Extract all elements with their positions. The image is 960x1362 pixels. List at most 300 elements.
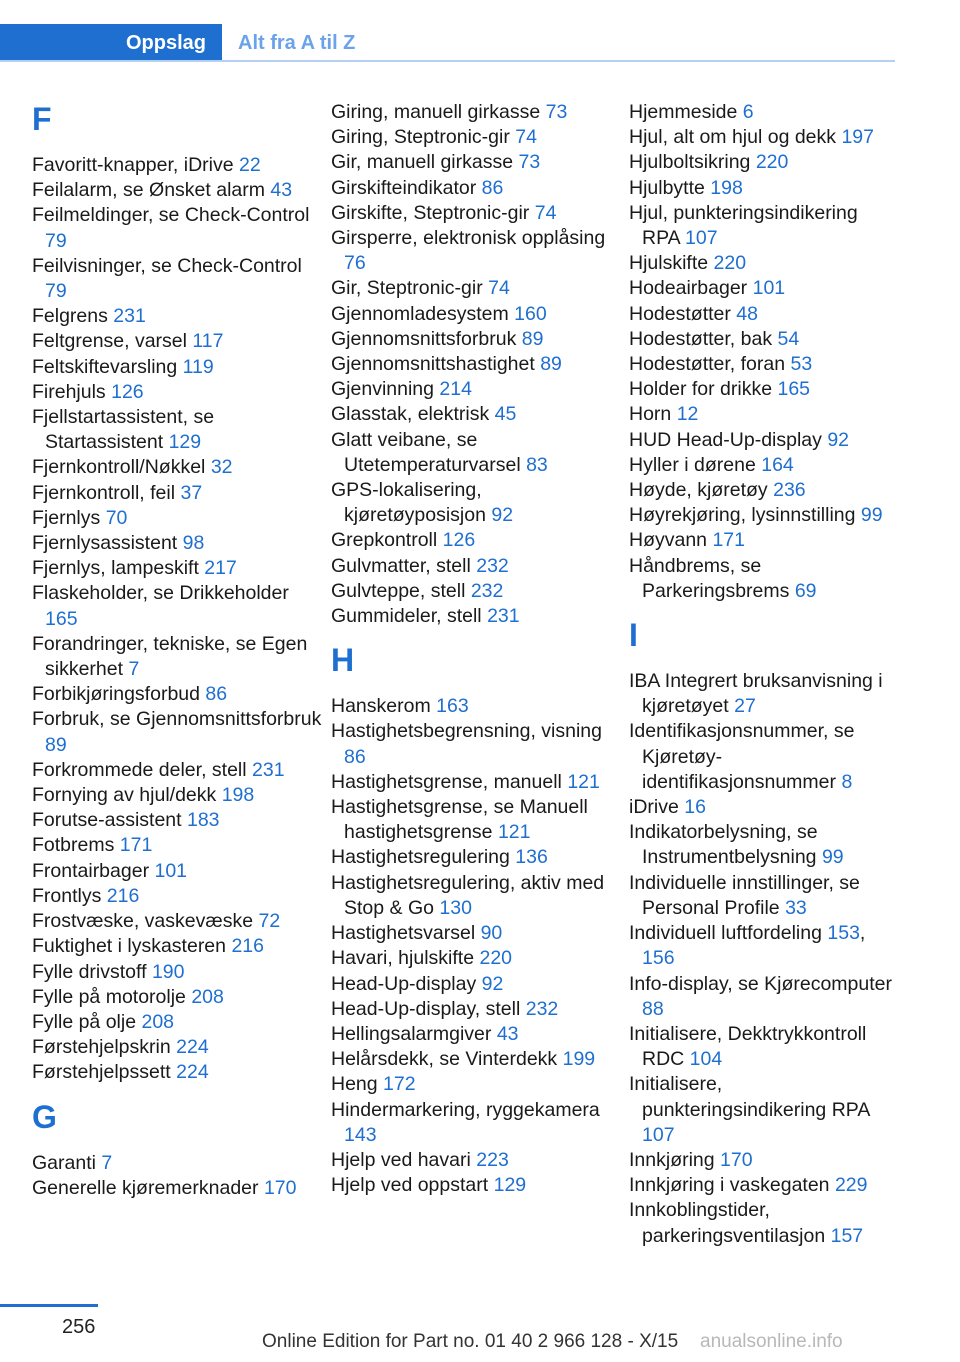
page-link[interactable]: 89 <box>540 353 562 376</box>
page-link[interactable]: 54 <box>777 327 800 350</box>
index-entry <box>629 302 899 327</box>
page-link[interactable]: 208 <box>141 1010 175 1033</box>
page-link[interactable]: 136 <box>515 846 548 869</box>
page-link[interactable]: 171 <box>119 834 153 857</box>
index-entry <box>629 972 899 1022</box>
index-entry-text: Hyller i dørene <box>629 453 756 476</box>
index-entry <box>331 972 621 997</box>
index-entry-text: Fuktighet i lyskasteren <box>32 935 227 958</box>
index-entry-text: Glatt veibane, se Utetemperaturvarsel <box>331 428 521 476</box>
index-entry <box>629 669 899 719</box>
page-link[interactable]: 117 <box>192 330 224 353</box>
page-link[interactable]: 86 <box>205 683 228 706</box>
index-entry <box>331 302 621 327</box>
index-entry <box>331 1072 621 1097</box>
index-entry <box>629 554 899 604</box>
index-entry <box>629 201 899 251</box>
index-entry <box>629 719 899 795</box>
page-link[interactable]: 33 <box>785 896 807 919</box>
page-link[interactable]: 171 <box>712 529 745 552</box>
index-entry <box>629 100 899 125</box>
index-entry-text: Garanti <box>32 1151 96 1174</box>
index-entry <box>331 176 621 201</box>
index-entry <box>629 428 899 453</box>
index-entry-text: Gjennomladesystem <box>331 302 509 325</box>
page-link[interactable]: 165 <box>777 378 811 401</box>
index-entry-text: Hodestøtter <box>629 302 731 325</box>
index-entry <box>32 380 322 405</box>
page-link[interactable]: 198 <box>710 176 743 199</box>
index-entry <box>331 402 621 427</box>
index-entry <box>629 176 899 201</box>
page-link[interactable]: 88 <box>642 997 664 1020</box>
index-entry-text: Hodestøtter, bak <box>629 327 773 350</box>
index-entry-text: Forbikjøringsforbud <box>32 683 200 706</box>
watermark: anualsonline.info <box>700 1331 843 1352</box>
index-entry <box>32 506 322 531</box>
index-entry-text: Gulvmatter, stell <box>331 554 471 577</box>
index-entry <box>629 1072 899 1148</box>
page-link[interactable]: 153 <box>827 922 860 945</box>
index-entry-text: Generelle kjøremerknader <box>32 1176 259 1199</box>
page-link[interactable]: 89 <box>521 327 544 350</box>
index-entry-text: Hjelp ved oppstart <box>331 1174 489 1197</box>
page-link[interactable]: 156 <box>642 947 675 970</box>
header-rule <box>0 60 895 62</box>
index-entry-text: Forbruk, se Gjennomsnittsforbruk <box>32 708 322 731</box>
index-entry-text: Høyrekjøring, lysinnstilling <box>629 504 856 527</box>
page-link[interactable]: 220 <box>755 151 789 174</box>
index-entry-text: Hjelp ved havari <box>331 1148 471 1171</box>
page-link[interactable]: 129 <box>168 431 202 454</box>
index-entry <box>331 1022 621 1047</box>
index-entry-text: Felgrens <box>32 305 108 328</box>
page-link[interactable]: 163 <box>436 695 469 718</box>
page-link[interactable]: 164 <box>761 453 794 476</box>
page-link[interactable]: 79 <box>45 280 67 303</box>
index-entry-text: Hodeairbager <box>629 277 748 300</box>
index-entry-text: Indikatorbelysning, se Instrumentbelysning <box>629 821 818 869</box>
page-link[interactable]: 7 <box>101 1151 113 1174</box>
index-entry <box>32 254 322 304</box>
index-entry-text: Hjulskifte <box>629 252 709 275</box>
index-entry <box>331 946 621 971</box>
index-entry-text: Høyde, kjøretøy <box>629 479 768 502</box>
index-entry <box>629 478 899 503</box>
page-link[interactable]: 119 <box>182 355 214 378</box>
index-entry-text: Favoritt-knapper, iDrive <box>32 154 234 176</box>
page-link[interactable]: 236 <box>773 479 806 502</box>
page-link[interactable]: 165 <box>45 607 78 630</box>
page-link[interactable]: 7 <box>128 658 140 681</box>
index-entry-text: Innkjøring i vaskegaten <box>629 1174 830 1197</box>
page-link[interactable]: 157 <box>830 1224 864 1247</box>
index-entry <box>32 1176 322 1201</box>
index-entry-text: Førstehjelpskrin <box>32 1036 171 1059</box>
index-entry-text: Gjennomsnittsforbruk <box>331 327 517 350</box>
index-entry <box>331 770 621 795</box>
page-link[interactable]: 223 <box>476 1148 509 1171</box>
index-entry <box>629 1198 899 1248</box>
index-entry <box>32 960 322 985</box>
index-letter-heading: H <box>331 642 355 679</box>
page-link[interactable]: 92 <box>481 972 504 995</box>
index-column-1 <box>32 100 322 1201</box>
index-entry-text: Havari, hjulskifte <box>331 947 475 970</box>
index-entry <box>331 226 621 276</box>
index-entry <box>629 276 899 301</box>
page-link[interactable]: 130 <box>439 896 472 919</box>
page-link[interactable]: 43 <box>270 179 293 202</box>
page-link[interactable]: 216 <box>106 884 140 907</box>
page-link[interactable]: 72 <box>258 910 281 933</box>
index-entry-text: Fjernlysassistent <box>32 532 178 555</box>
index-entry: Individuell luftfordeling 153, 156 <box>629 922 866 970</box>
page-link[interactable]: 224 <box>176 1036 209 1059</box>
index-entry-text: Fjellstartassistent, se Startassistent <box>32 406 215 454</box>
index-entry <box>331 327 621 352</box>
index-entry-text: Fylle på olje <box>32 1010 137 1033</box>
index-entry <box>629 453 899 478</box>
index-entry <box>331 554 621 579</box>
index-entry-text: Hjul, punkteringsindikering RPA <box>629 201 858 250</box>
page-link[interactable]: 231 <box>252 758 285 781</box>
index-entry <box>331 125 621 150</box>
index-entry-text: Head-Up-display, stell <box>331 997 521 1020</box>
index-entry-text: Gjennomsnittshastighet <box>331 353 535 376</box>
index-entry-text: Girsperre, elektronisk opplåsing <box>331 227 606 250</box>
index-entry <box>32 153 322 178</box>
index-entry-text: IBA Integrert bruksanvisning i kjøretøyet <box>629 670 883 718</box>
index-entry-text: Initialisere, Dekktrykkontroll RDC <box>629 1022 867 1071</box>
page-link[interactable]: 86 <box>481 176 504 199</box>
index-entry <box>32 884 322 909</box>
index-entry <box>629 503 899 528</box>
index-entry <box>331 478 621 528</box>
page-link[interactable]: 86 <box>344 745 366 768</box>
page-link[interactable]: 172 <box>383 1073 416 1096</box>
index-entry <box>331 795 621 845</box>
index-entry-text: Heng <box>331 1073 378 1096</box>
index-entry <box>331 694 621 719</box>
index-entry <box>629 327 899 352</box>
index-entry <box>32 203 322 253</box>
page-link[interactable]: 183 <box>186 809 220 832</box>
page-link[interactable]: 83 <box>526 453 548 476</box>
index-entry-text: Holder for drikke <box>629 378 773 401</box>
page-link[interactable]: 70 <box>105 506 128 529</box>
index-entry <box>629 871 899 921</box>
index-entry-text: Hindermarkering, ryggekamera <box>331 1098 600 1121</box>
page-link[interactable]: 121 <box>497 821 531 844</box>
page-link[interactable]: 45 <box>494 403 517 426</box>
index-entry-text: Gir, Steptronic-gir <box>331 277 483 300</box>
page-header <box>0 24 895 62</box>
page-link[interactable]: 126 <box>442 529 476 552</box>
index-entry-text: Info-display, se Kjørecomputer <box>629 972 892 995</box>
page-link[interactable]: 12 <box>676 403 699 426</box>
index-entry-text: Individuell luftfordeling <box>629 922 822 945</box>
index-entry <box>32 682 322 707</box>
page-link[interactable]: 208 <box>191 985 224 1008</box>
page-link[interactable]: 89 <box>45 733 67 756</box>
index-entry <box>32 481 322 506</box>
page-link[interactable]: 73 <box>545 101 568 123</box>
index-entry-text: Hjulboltsikring <box>629 151 751 174</box>
page-link[interactable]: 73 <box>518 151 541 174</box>
index-entry <box>32 455 322 480</box>
index-entry-text: Hastighetsgrense, manuell <box>331 770 562 793</box>
index-entry-text: Frontairbager <box>32 859 150 882</box>
page-link[interactable]: 224 <box>176 1061 209 1084</box>
page-link[interactable]: 76 <box>344 252 366 275</box>
index-entry <box>331 352 621 377</box>
page-link[interactable]: 99 <box>860 504 883 527</box>
index-entry-text: Forandringer, tekniske, se Egen sikkerhet <box>32 632 308 681</box>
index-entry-text: Head-Up-display <box>331 972 477 995</box>
index-entry-text: Fjernlys <box>32 506 101 529</box>
page-link[interactable]: 126 <box>111 380 144 403</box>
index-entry <box>331 1098 621 1148</box>
page-link[interactable]: 143 <box>344 1123 377 1146</box>
index-column-3 <box>629 100 899 1249</box>
index-column-2 <box>331 100 621 1198</box>
index-entry-text: Innkjøring <box>629 1148 715 1171</box>
index-entry-text: Identifikasjonsnummer, se Kjøretøy-identifikasjonsnummer <box>629 720 855 793</box>
page-link[interactable]: 197 <box>841 126 874 149</box>
page-link[interactable]: 74 <box>488 277 510 300</box>
index-entry <box>629 377 899 402</box>
index-entry-text: Horn <box>629 403 672 426</box>
index-entry <box>32 556 322 581</box>
index-entry <box>32 531 322 556</box>
page-link[interactable]: 69 <box>794 579 817 602</box>
index-entry-text: Fylle på motorolje <box>32 985 186 1008</box>
index-entry-text: Høyvann <box>629 529 708 552</box>
index-entry-text: Håndbrems, se Parkeringsbrems <box>629 554 790 602</box>
index-entry-text: Fjernlys, lampeskift <box>32 557 199 580</box>
page-link[interactable]: 16 <box>684 796 706 819</box>
page-link[interactable]: 48 <box>736 302 758 325</box>
index-entry-text: Flaskeholder, se Drikkeholder <box>32 582 289 605</box>
page-link[interactable]: 198 <box>221 784 255 807</box>
index-entry-text: Initialisere, punkteringsindikering RPA <box>629 1073 870 1121</box>
tab-oppslag[interactable]: Oppslag <box>0 24 222 62</box>
page-link[interactable]: 107 <box>642 1123 675 1146</box>
index-entry <box>32 304 322 329</box>
index-entry <box>32 808 322 833</box>
index-entry-text: Forutse-assistent <box>32 809 182 832</box>
index-entry-text: Hjulbytte <box>629 176 705 199</box>
index-entry <box>629 251 899 276</box>
page-link[interactable]: 217 <box>204 557 237 580</box>
index-entry <box>32 178 322 203</box>
page-link[interactable]: 214 <box>439 378 472 401</box>
page-link[interactable]: 231 <box>113 305 146 328</box>
index-letter-heading: F <box>32 101 52 137</box>
index-entry <box>629 150 899 175</box>
index-entry <box>331 719 621 769</box>
index-entry-text: HUD Head-Up-display <box>629 428 822 451</box>
page-link[interactable]: 160 <box>514 302 547 325</box>
index-entry-text: Hjul, alt om hjul og dekk <box>629 126 837 149</box>
index-entry-text: Individuelle innstillinger, se Personal Profile <box>629 871 860 919</box>
page-link[interactable]: 229 <box>834 1174 868 1197</box>
page-link[interactable]: 232 <box>470 579 504 602</box>
page-link[interactable]: 6 <box>742 101 754 123</box>
page-link[interactable]: 104 <box>689 1048 723 1071</box>
page-link[interactable]: 32 <box>210 456 233 479</box>
page-link[interactable]: 107 <box>685 227 718 250</box>
index-entry <box>331 377 621 402</box>
index-entry-text: Hellingsalarmgiver <box>331 1022 492 1045</box>
index-entry <box>629 352 899 377</box>
index-entry <box>331 528 621 553</box>
index-entry-text: Feltskiftevarsling <box>32 355 178 378</box>
page-link[interactable]: 232 <box>525 997 559 1020</box>
index-letter-heading: G <box>32 1098 57 1135</box>
index-entry <box>32 355 322 380</box>
page-link[interactable]: 231 <box>487 605 520 628</box>
index-entry-text: Innkoblingstider, parkeringsventilasjon <box>629 1199 826 1247</box>
index-entry-text: Førstehjelpssett <box>32 1061 171 1084</box>
edition-note: Online Edition for Part no. 01 40 2 966 128 - X/15 <box>262 1331 679 1352</box>
tab-alt-fra-a-til-z[interactable]: Alt fra A til Z <box>238 31 356 54</box>
page-link[interactable]: 129 <box>493 1174 527 1197</box>
page-link[interactable]: 92 <box>491 504 514 527</box>
page-link[interactable]: 27 <box>734 695 756 718</box>
index-entry-text: Hanskerom <box>331 695 431 718</box>
index-entry <box>331 100 621 125</box>
page-link[interactable]: 99 <box>821 846 844 869</box>
index-entry <box>32 581 322 631</box>
page-link[interactable]: 199 <box>562 1048 596 1071</box>
index-entry <box>331 276 621 301</box>
index-entry <box>331 1148 621 1173</box>
page-link[interactable]: 8 <box>841 770 853 793</box>
page-link[interactable]: 216 <box>231 935 264 958</box>
index-entry <box>32 1035 322 1060</box>
index-entry-text: Gummideler, stell <box>331 605 482 628</box>
index-entry-text: Frostvæske, vaskevæske <box>32 910 254 933</box>
index-entry <box>629 528 899 553</box>
page-link[interactable]: 53 <box>790 353 813 376</box>
page-link[interactable]: 22 <box>239 154 261 176</box>
index-entry <box>331 604 621 629</box>
page-link[interactable]: 74 <box>534 201 557 224</box>
page-link[interactable]: 79 <box>45 229 67 252</box>
index-entry-text: Giring, Steptronic-gir <box>331 126 510 149</box>
index-entry <box>331 150 621 175</box>
page-link[interactable]: 74 <box>515 126 537 149</box>
index-entry-text: Girskifteindikator <box>331 176 477 199</box>
index-entry-text: Hastighetsgrense, se Manuell hastighetsgrense <box>331 796 588 844</box>
page-link[interactable]: 170 <box>720 1148 753 1171</box>
index-letter-heading: I <box>629 617 638 654</box>
index-entry-text: Forkrommede deler, stell <box>32 758 247 781</box>
index-entry-text: Feilalarm, se Ønsket alarm <box>32 179 265 202</box>
index-entry <box>331 997 621 1022</box>
index-entry <box>32 1010 322 1035</box>
index-entry <box>32 833 322 858</box>
index-entry-text: iDrive <box>629 796 679 819</box>
index-entry-text: Gulvteppe, stell <box>331 579 466 602</box>
index-entry-text: Hastighetsvarsel <box>331 922 476 945</box>
index-entry-text: Fjernkontroll/Nøkkel <box>32 456 206 479</box>
index-entry <box>331 845 621 870</box>
footer-rule <box>0 1304 98 1307</box>
index-entry-text: Fotbrems <box>32 834 115 857</box>
index-entry <box>32 1060 322 1085</box>
index-entry-text: Hastighetsregulering, aktiv med Stop & Go <box>331 871 605 919</box>
page-link[interactable]: 220 <box>479 947 513 970</box>
index-entry-text: Grepkontroll <box>331 529 438 552</box>
index-entry <box>32 707 322 757</box>
page-link[interactable]: 37 <box>180 481 203 504</box>
index-entry <box>32 405 322 455</box>
index-entry <box>32 783 322 808</box>
index-entry-text: Firehjuls <box>32 380 106 403</box>
page-link[interactable]: 121 <box>567 770 600 793</box>
index-entry-text: Gir, manuell girkasse <box>331 151 514 174</box>
index-entry-text: Feilvisninger, se Check-Control <box>32 254 302 277</box>
page-link[interactable]: 170 <box>263 1176 297 1199</box>
page-link[interactable]: 43 <box>496 1022 519 1045</box>
page-link[interactable]: 101 <box>752 277 786 300</box>
index-entry-text: Gjenvinning <box>331 378 434 401</box>
index-entry <box>629 1022 899 1072</box>
page-link[interactable]: 98 <box>182 532 205 555</box>
index-entry-text: GPS-lokalisering, kjøretøyposisjon <box>331 479 486 527</box>
page-number: 256 <box>62 1316 96 1338</box>
page-link[interactable]: 101 <box>154 859 188 882</box>
index-entry-text: Hastighetsbegrensning, visning <box>331 720 603 743</box>
index-entry <box>331 871 621 921</box>
index-entry <box>629 795 899 820</box>
index-entry-text: Hjemmeside <box>629 101 738 123</box>
page-link[interactable]: 92 <box>827 428 850 451</box>
index-entry <box>32 934 322 959</box>
index-entry <box>32 329 322 354</box>
index-entry-text: Hastighetsregulering <box>331 846 510 869</box>
index-entry-text: Feilmeldinger, se Check-Control <box>32 204 310 227</box>
index-entry-text: Hodestøtter, foran <box>629 353 786 376</box>
index-entry <box>331 201 621 226</box>
page-link[interactable]: 190 <box>151 960 185 983</box>
index-entry <box>32 632 322 682</box>
index-entry-text: Feltgrense, varsel <box>32 330 187 353</box>
index-entry <box>32 758 322 783</box>
index-entry <box>32 859 322 884</box>
index-entry <box>32 1151 322 1176</box>
index-entry <box>331 921 621 946</box>
index-entry-text: Fylle drivstoff <box>32 960 147 983</box>
index-entry-text: Glasstak, elektrisk <box>331 403 490 426</box>
index-entry-text: Fjernkontroll, feil <box>32 481 176 504</box>
index-entry <box>331 579 621 604</box>
page-link[interactable]: 220 <box>713 252 747 275</box>
index-entry-text: Giring, manuell girkasse <box>331 101 541 123</box>
page-link[interactable]: 232 <box>476 554 509 577</box>
index-entry <box>629 1173 899 1198</box>
index-entry-text: Fornying av hjul/dekk <box>32 784 217 807</box>
index-entry <box>331 428 621 478</box>
index-entry-text: Girskifte, Steptronic-gir <box>331 201 530 224</box>
index-entry <box>629 402 899 427</box>
index-entry-text: Helårsdekk, se Vinterdekk <box>331 1048 558 1071</box>
index-entry <box>331 1047 621 1072</box>
page-link[interactable]: 90 <box>480 922 503 945</box>
